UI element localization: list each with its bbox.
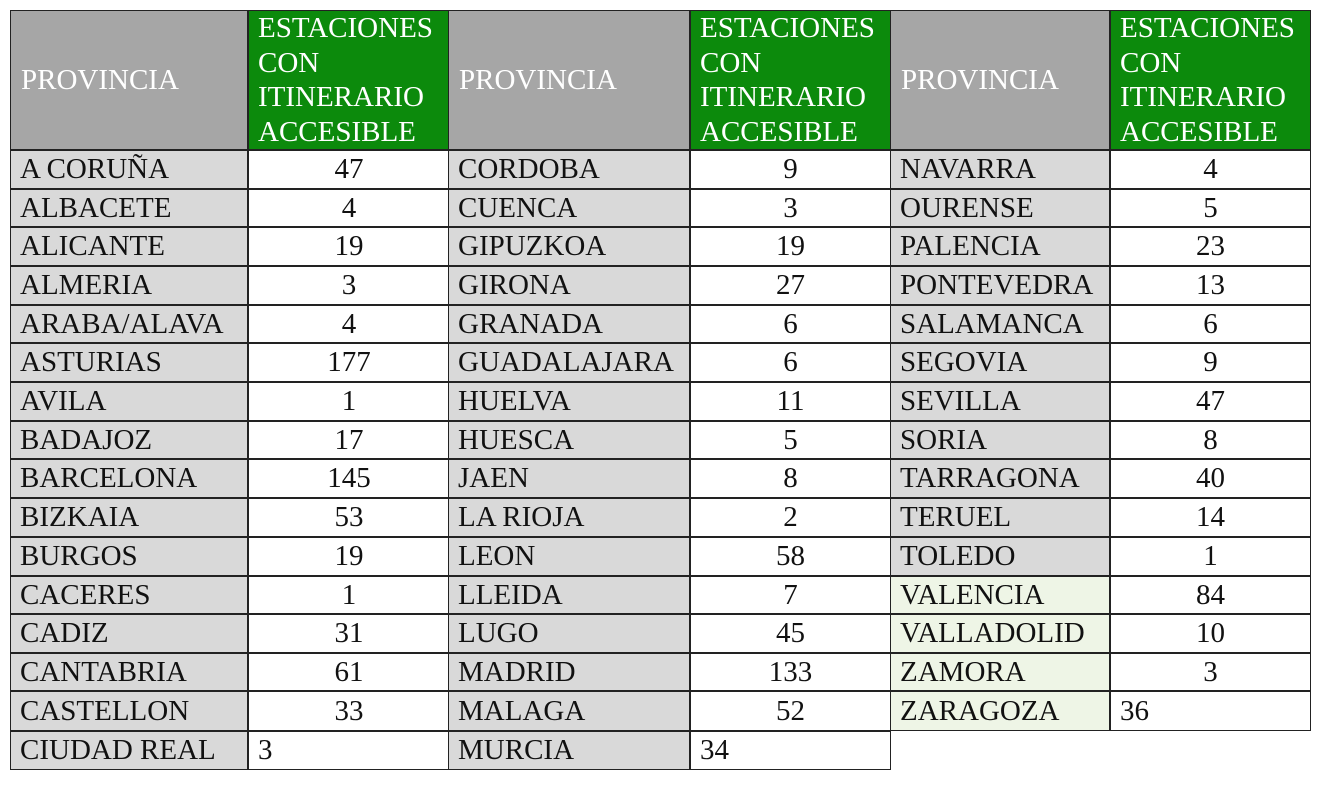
estaciones-value-cell: 8	[690, 459, 891, 498]
estaciones-value-cell: 3	[248, 731, 450, 770]
estaciones-value-cell: 4	[248, 305, 450, 343]
provincia-cell: TARRAGONA	[890, 459, 1110, 498]
header-estaciones	[1110, 10, 1311, 150]
provincia-cell: GRANADA	[448, 305, 690, 343]
header-estaciones	[248, 10, 450, 150]
provincia-cell: PONTEVEDRA	[890, 266, 1110, 305]
estaciones-value-cell: 23	[1110, 227, 1311, 266]
header-estaciones-line: CON	[700, 46, 762, 79]
estaciones-value-cell: 53	[248, 498, 450, 537]
header-estaciones-lines	[1120, 11, 1295, 149]
estaciones-value-cell: 5	[690, 421, 891, 459]
estaciones-value-cell: 19	[690, 227, 891, 266]
header-estaciones-lines	[700, 11, 875, 149]
provincia-cell: LEON	[448, 537, 690, 576]
provincia-cell: ZAMORA	[890, 653, 1110, 691]
provincia-cell: GIRONA	[448, 266, 690, 305]
provincia-cell: CACERES	[10, 576, 248, 614]
estaciones-value-cell: 47	[1110, 382, 1311, 421]
estaciones-value-cell: 2	[690, 498, 891, 537]
provincia-cell: VALLADOLID	[890, 614, 1110, 653]
provincia-cell: VALENCIA	[890, 576, 1110, 614]
provincia-cell: ALICANTE	[10, 227, 248, 266]
provincia-cell: NAVARRA	[890, 150, 1110, 189]
header-estaciones-line: CON	[258, 46, 320, 79]
estaciones-value-cell: 5	[1110, 189, 1311, 227]
estaciones-value-cell: 19	[248, 537, 450, 576]
provincia-cell: SEGOVIA	[890, 343, 1110, 382]
estaciones-value-cell: 3	[1110, 653, 1311, 691]
estaciones-value-cell: 177	[248, 343, 450, 382]
header-estaciones-line: CON	[1120, 46, 1182, 79]
provincia-cell: MADRID	[448, 653, 690, 691]
estaciones-value-cell: 52	[690, 691, 891, 731]
provincia-cell: PALENCIA	[890, 227, 1110, 266]
provincia-cell: AVILA	[10, 382, 248, 421]
estaciones-value-cell: 9	[690, 150, 891, 189]
province-stations-table	[10, 10, 1311, 772]
provincia-cell: LLEIDA	[448, 576, 690, 614]
estaciones-value-cell: 9	[1110, 343, 1311, 382]
estaciones-value-cell: 7	[690, 576, 891, 614]
provincia-cell: CUENCA	[448, 189, 690, 227]
estaciones-value-cell: 34	[690, 731, 891, 770]
estaciones-value-cell: 3	[690, 189, 891, 227]
estaciones-value-cell: 13	[1110, 266, 1311, 305]
provincia-cell: CASTELLON	[10, 691, 248, 731]
estaciones-value-cell: 58	[690, 537, 891, 576]
provincia-cell: BARCELONA	[10, 459, 248, 498]
estaciones-value-cell: 10	[1110, 614, 1311, 653]
provincia-cell: HUESCA	[448, 421, 690, 459]
estaciones-value-cell: 47	[248, 150, 450, 189]
estaciones-value-cell: 145	[248, 459, 450, 498]
provincia-cell: OURENSE	[890, 189, 1110, 227]
estaciones-value-cell: 61	[248, 653, 450, 691]
header-provincia: PROVINCIA	[890, 10, 1110, 150]
header-estaciones-line: ESTACIONES	[1120, 12, 1295, 44]
estaciones-value-cell: 133	[690, 653, 891, 691]
provincia-cell: SORIA	[890, 421, 1110, 459]
provincia-cell: JAEN	[448, 459, 690, 498]
estaciones-value-cell: 14	[1110, 498, 1311, 537]
header-estaciones-line: ESTACIONES	[258, 12, 433, 44]
estaciones-value-cell: 27	[690, 266, 891, 305]
header-provincia: PROVINCIA	[10, 10, 248, 150]
provincia-cell: ALBACETE	[10, 189, 248, 227]
header-estaciones-line: ESTACIONES	[700, 12, 875, 44]
provincia-cell: BURGOS	[10, 537, 248, 576]
header-estaciones-line: ITINERARIO	[700, 81, 866, 113]
estaciones-value-cell: 1	[248, 382, 450, 421]
estaciones-value-cell: 1	[1110, 537, 1311, 576]
provincia-cell: SEVILLA	[890, 382, 1110, 421]
provincia-cell: GUADALAJARA	[448, 343, 690, 382]
header-estaciones-line: ACCESIBLE	[258, 115, 416, 148]
header-estaciones-line: ITINERARIO	[1120, 81, 1286, 113]
provincia-cell: A CORUÑA	[10, 150, 248, 189]
estaciones-value-cell: 11	[690, 382, 891, 421]
header-estaciones-line: ITINERARIO	[258, 81, 424, 113]
provincia-cell: CANTABRIA	[10, 653, 248, 691]
header-estaciones-line: ACCESIBLE	[700, 115, 858, 148]
estaciones-value-cell: 6	[1110, 305, 1311, 343]
header-estaciones	[690, 10, 891, 150]
estaciones-value-cell: 17	[248, 421, 450, 459]
provincia-cell: LUGO	[448, 614, 690, 653]
provincia-cell: BADAJOZ	[10, 421, 248, 459]
provincia-cell: GIPUZKOA	[448, 227, 690, 266]
estaciones-value-cell: 6	[690, 343, 891, 382]
estaciones-value-cell: 3	[248, 266, 450, 305]
estaciones-value-cell: 31	[248, 614, 450, 653]
header-provincia: PROVINCIA	[448, 10, 690, 150]
header-estaciones-line: ACCESIBLE	[1120, 115, 1278, 148]
estaciones-value-cell: 36	[1110, 691, 1311, 731]
provincia-cell: ASTURIAS	[10, 343, 248, 382]
provincia-cell: ARABA/ALAVA	[10, 305, 248, 343]
provincia-cell: ALMERIA	[10, 266, 248, 305]
provincia-cell: HUELVA	[448, 382, 690, 421]
provincia-cell: TOLEDO	[890, 537, 1110, 576]
provincia-cell: MALAGA	[448, 691, 690, 731]
provincia-cell: LA RIOJA	[448, 498, 690, 537]
estaciones-value-cell: 6	[690, 305, 891, 343]
estaciones-value-cell: 45	[690, 614, 891, 653]
estaciones-value-cell: 4	[1110, 150, 1311, 189]
estaciones-value-cell: 8	[1110, 421, 1311, 459]
estaciones-value-cell: 33	[248, 691, 450, 731]
estaciones-value-cell: 84	[1110, 576, 1311, 614]
provincia-cell: CORDOBA	[448, 150, 690, 189]
provincia-cell: BIZKAIA	[10, 498, 248, 537]
estaciones-value-cell: 19	[248, 227, 450, 266]
estaciones-value-cell: 40	[1110, 459, 1311, 498]
provincia-cell: MURCIA	[448, 731, 690, 770]
estaciones-value-cell: 4	[248, 189, 450, 227]
estaciones-value-cell: 1	[248, 576, 450, 614]
provincia-cell: CIUDAD REAL	[10, 731, 248, 770]
header-estaciones-lines	[258, 11, 433, 149]
provincia-cell: ZARAGOZA	[890, 691, 1110, 731]
provincia-cell: TERUEL	[890, 498, 1110, 537]
provincia-cell: SALAMANCA	[890, 305, 1110, 343]
provincia-cell: CADIZ	[10, 614, 248, 653]
